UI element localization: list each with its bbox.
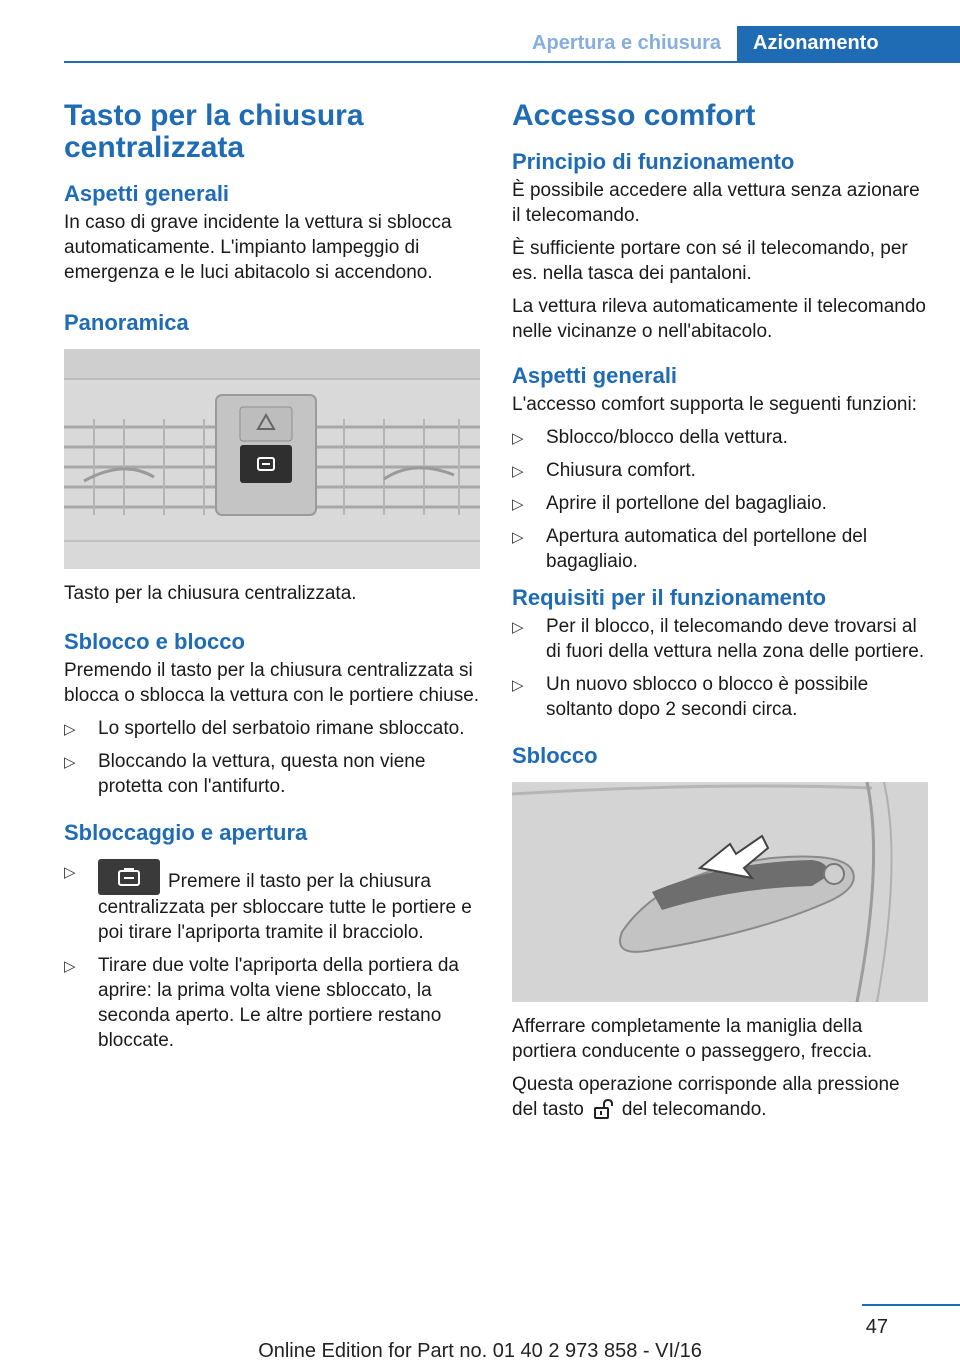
principle-text-1: È possibile accedere alla vettura senza azionare il telecomando. — [512, 180, 920, 226]
list-item: ▷ Apertura automatica del portellone del bagagliaio. — [512, 526, 868, 572]
triangle-bullet-icon: ▷ — [64, 721, 76, 738]
triangle-bullet-icon: ▷ — [64, 958, 76, 975]
header-chapter-tab: Azionamento — [737, 26, 960, 61]
door-handle-figure — [512, 782, 928, 1002]
list-item: ▷ Sblocco/blocco della vettura. — [512, 425, 928, 450]
lock-list — [64, 716, 480, 799]
list-item: ▷ Lo sportello del serbatoio rimane sbloccato. — [64, 716, 480, 741]
general-comfort-text: L'accesso comfort supporta le seguenti funzioni: — [512, 394, 917, 415]
left-column — [64, 100, 480, 1063]
triangle-bullet-icon: ▷ — [512, 463, 524, 480]
door-lock-icon — [98, 859, 160, 895]
header-section-title: Apertura e chiusura — [532, 32, 721, 54]
unlock-icon — [592, 1098, 614, 1127]
dashboard-vent-illustration — [64, 349, 480, 569]
list-item: ▷ Aprire il portellone del bagagliaio. — [512, 491, 928, 516]
door-handle-illustration — [512, 782, 928, 1002]
lock-text: Premendo il tasto per la chiusura centralizzata si blocca o sblocca la vettura con le portiere chiuse. — [64, 660, 480, 706]
triangle-bullet-icon: ▷ — [64, 754, 76, 771]
unlock-text-1: Afferrare completamente la maniglia della portiera conducente o passeggero, freccia. — [512, 1016, 873, 1062]
footer-rule — [862, 1304, 960, 1306]
right-column — [512, 100, 928, 1135]
subheading-open: Sbloccaggio e apertura — [64, 820, 308, 845]
triangle-bullet-icon: ▷ — [512, 677, 524, 694]
figure-caption: Tasto per la chiusura centralizzata. — [64, 583, 357, 604]
edition-footer: Online Edition for Part no. 01 40 2 973 858 - VI/16 — [258, 1340, 702, 1362]
section-title-comfort: Accesso comfort — [512, 99, 756, 132]
list-item: ▷ Per il blocco, il telecomando deve trovarsi al di fuori della vettura nella zona delle portiere. — [512, 616, 925, 662]
list-item: ▷ Un nuovo sblocco o blocco è possibile soltanto dopo 2 secondi circa. — [512, 674, 869, 720]
principle-text-3: La vettura rileva automaticamente il telecomando nelle vicinanze o nell'abitacolo. — [512, 296, 927, 342]
subheading-lock: Sblocco e blocco — [64, 629, 245, 654]
triangle-bullet-icon: ▷ — [64, 864, 76, 881]
page-number: 47 — [865, 1316, 888, 1338]
comfort-function-list — [512, 425, 928, 574]
subheading-general: Aspetti generali — [64, 181, 230, 206]
subheading-principle: Principio di funzionamento — [512, 149, 795, 174]
triangle-bullet-icon: ▷ — [512, 496, 524, 513]
triangle-bullet-icon: ▷ — [512, 430, 524, 447]
principle-text-2: È sufficiente portare con sé il telecomando, per es. nella tasca dei pantaloni. — [512, 238, 908, 284]
list-item: ▷ Tirare due volte l'apriporta della portiera da aprire: la prima volta viene sbloccato, la seconda aperto. Le altre portiere restano bloccate. — [64, 955, 459, 1051]
list-item: ▷ Premere il tasto per la chiusura centralizzata per sbloccare tutte le portiere e poi tirare l'apriporta tramite il bracciolo. — [64, 859, 480, 945]
header-rule — [64, 61, 960, 63]
general-text: In caso di grave incidente la vettura si sblocca automaticamente. L'impianto lampeggio di emergenza e le luci abitacolo si accendono. — [64, 212, 452, 283]
subheading-requirements: Requisiti per il funzionamento — [512, 585, 827, 610]
open-list — [64, 859, 480, 1053]
triangle-bullet-icon: ▷ — [512, 529, 524, 546]
subheading-overview: Panoramica — [64, 310, 189, 335]
subheading-general-comfort: Aspetti generali — [512, 363, 678, 388]
triangle-bullet-icon: ▷ — [512, 619, 524, 636]
section-title: Tasto per la chiusura centralizzata — [64, 99, 364, 164]
unlock-text-2: Questa operazione corrisponde alla pressione del tasto del telecomando. — [512, 1072, 928, 1127]
list-item: ▷ Bloccando la vettura, questa non viene protetta con l'antifurto. — [64, 751, 426, 797]
subheading-unlock: Sblocco — [512, 743, 598, 768]
list-item: ▷ Chiusura comfort. — [512, 458, 928, 483]
requirements-list — [512, 614, 928, 722]
central-lock-button-figure — [64, 349, 480, 569]
